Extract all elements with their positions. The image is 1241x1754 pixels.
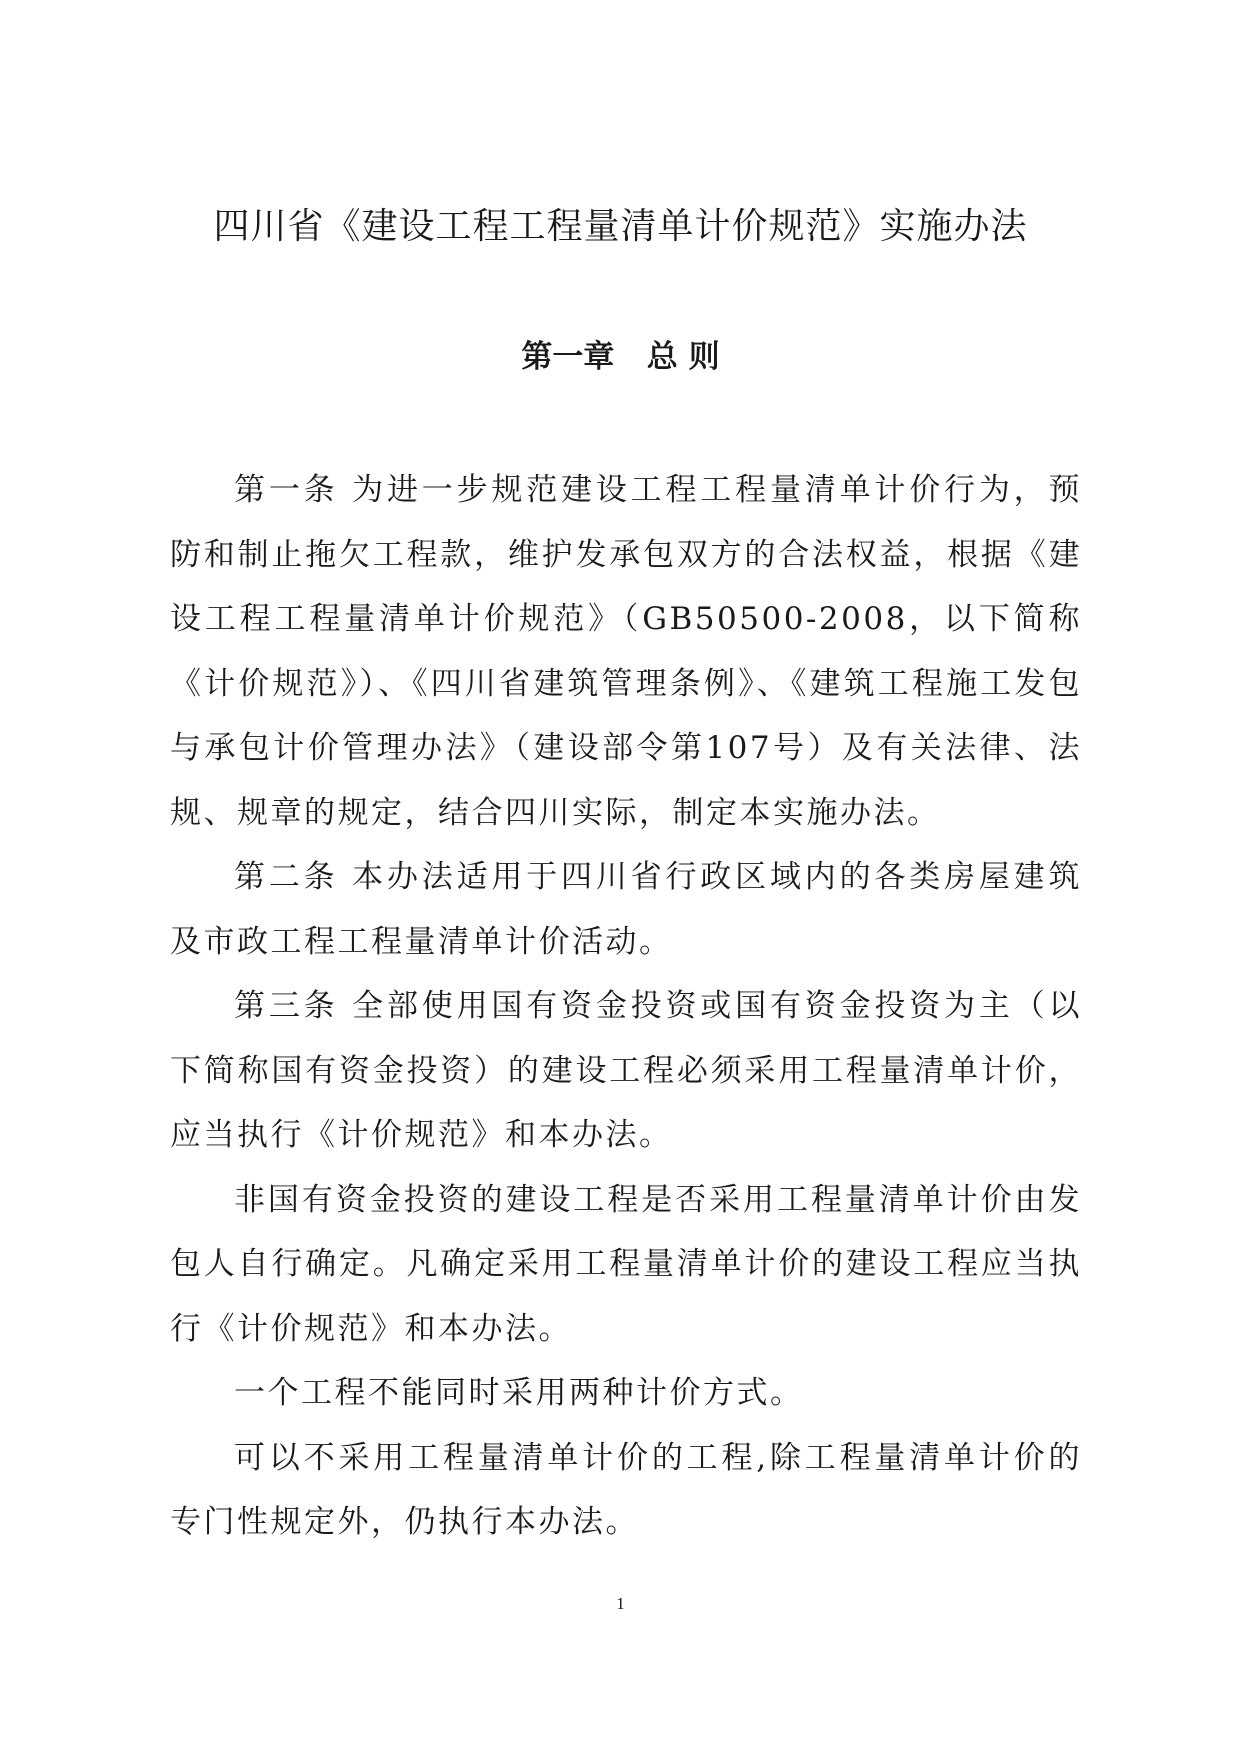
article-2-paragraph: 第二条 本办法适用于四川省行政区域内的各类房屋建筑及市政工程工程量清单计价活动。 [170, 859, 1082, 960]
article-3-paragraph: 第三条 全部使用国有资金投资或国有资金投资为主（以下简称国有资金投资）的建设工程必须采用工程量清单计价，应当执行《计价规范》和本办法。 [170, 988, 1082, 1153]
chapter-heading: 第一章 总 则 [521, 339, 720, 375]
document-title: 四川省《建设工程工程量清单计价规范》实施办法 [213, 206, 1028, 247]
single-pricing-method-paragraph: 一个工程不能同时采用两种计价方式。 [234, 1375, 804, 1411]
document-body [170, 458, 1082, 1555]
page-number: 1 [616, 1594, 625, 1613]
non-state-investment-paragraph: 非国有资金投资的建设工程是否采用工程量清单计价由发包人自行确定。凡确定采用工程量清单计价的建设工程应当执行《计价规范》和本办法。 [170, 1181, 1082, 1347]
non-list-pricing-paragraph: 可以不采用工程量清单计价的工程,除工程量清单计价的专门性规定外，仍执行本办法。 [170, 1439, 1082, 1540]
article-1-paragraph: 第一条 为进一步规范建设工程工程量清单计价行为，预防和制止拖欠工程款，维护发承包双方的合法权益，根据《建设工程工程量清单计价规范》（GB50500-2008，以下简称《计价规范》）、《四川省建筑管理条例》、《建筑工程施工发包与承包计价管理办法》（建设部令第107号）及有关法律、法规、规章的规定，结合四川实际，制定本实施办法。 [170, 472, 1082, 831]
